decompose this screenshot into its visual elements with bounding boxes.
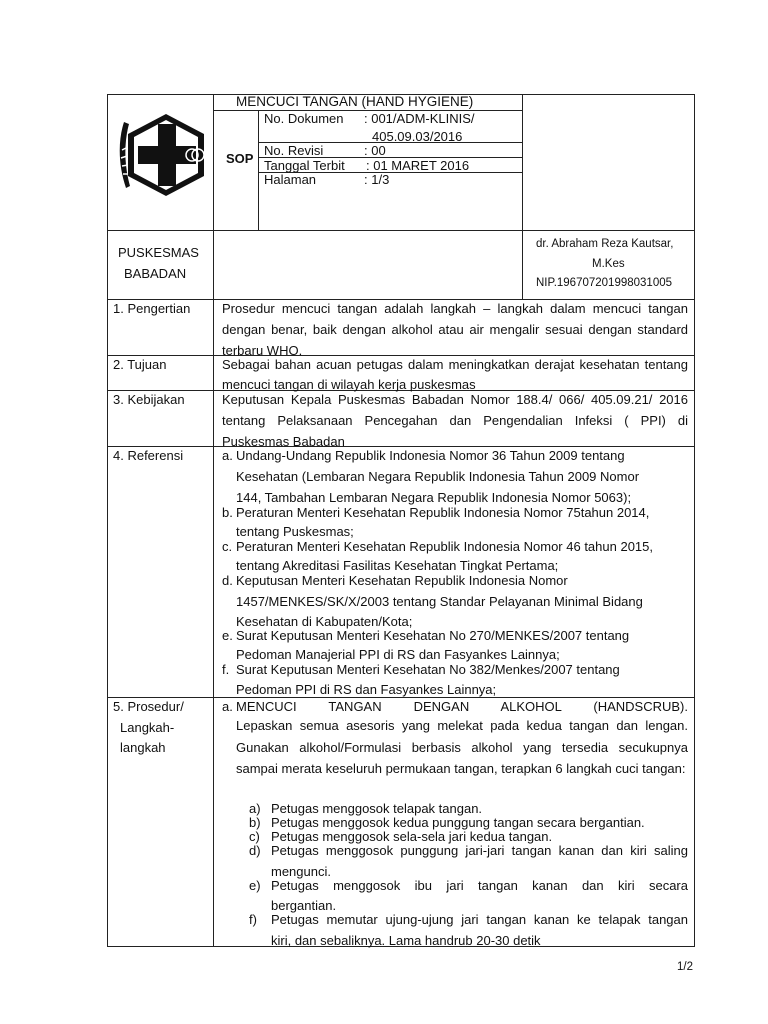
reference-line: tentang Akreditasi Fasilitas Kesehatan Tingkat Pertama; bbox=[236, 558, 559, 573]
section-label-referensi: 4. Referensi bbox=[113, 448, 184, 463]
reference-line: Pedoman Manajerial PPI di RS dan Fasyankes Lainnya; bbox=[236, 647, 560, 662]
page-count-label: Halaman bbox=[264, 172, 317, 187]
page-count-value: : 1/3 bbox=[364, 172, 390, 187]
signatory-name: dr. Abraham Reza Kautsar, bbox=[536, 238, 674, 250]
reference-marker: b. bbox=[222, 505, 233, 520]
step-text: Petugas menggosok ibu jari tangan kanan dan kiri secara bbox=[271, 878, 688, 893]
table-border-left bbox=[107, 94, 108, 946]
table-border-right bbox=[694, 94, 695, 946]
procedure-paragraph: Lepaskan semua asesoris yang melekat pada kedua tangan dan lengan. Gunakan alkohol/Formulasi berbasis alkohol yang tersedia secukupnya sampai merata keseluruh permukaan tangan, terapkan 6 langkah cuci tangan: bbox=[236, 718, 688, 776]
institution-line-2: BABADAN bbox=[124, 266, 187, 281]
reference-line: tentang Puskesmas; bbox=[236, 524, 354, 539]
institution-line-1: PUSKESMAS bbox=[118, 245, 199, 260]
step-text: Petugas menggosok sela-sela jari kedua tangan. bbox=[271, 829, 553, 844]
step-text: Petugas menggosok punggung jari-jari tangan kanan dan kiri saling bbox=[271, 843, 688, 858]
inst-divider-1 bbox=[213, 230, 214, 300]
step-text-continued: kiri, dan sebaliknya. Lama handrub 20-30 detik bbox=[271, 933, 541, 948]
issue-date-label: Tanggal Terbit bbox=[264, 158, 345, 173]
step-text: Petugas menggosok kedua punggung tangan secara bergantian. bbox=[271, 815, 645, 830]
section-label-kebijakan: 3. Kebijakan bbox=[113, 392, 185, 407]
row-rule-header bbox=[107, 230, 695, 231]
doc-number-value: : 001/ADM-KLINIS/ bbox=[364, 111, 475, 126]
section-text-pengertian: Prosedur mencuci tangan adalah langkah – langkah dalam mencuci tangan dengan benar, baik dengan alkohol atau air mengalir sesuai dengan standard terbaru WHO. bbox=[222, 301, 688, 358]
revision-label: No. Revisi bbox=[264, 143, 324, 158]
section-text-tujuan: Sebagai bahan acuan petugas dalam meningkatkan derajat kesehatan tentang mencuci tangan di wilayah kerja puskesmas bbox=[222, 357, 688, 392]
reference-marker: f. bbox=[222, 662, 230, 677]
reference-marker: e. bbox=[222, 628, 233, 643]
step-text: Petugas memutar ujung-ujung jari tangan kanan ke telapak tangan bbox=[271, 912, 688, 927]
doc-number-value-2: 405.09.03/2016 bbox=[372, 129, 463, 144]
step-marker: c) bbox=[249, 829, 260, 844]
step-marker: d) bbox=[249, 843, 261, 858]
procedure-heading: MENCUCI TANGAN DENGAN ALKOHOL (HANDSCRUB). bbox=[236, 699, 688, 714]
page-number: 1/2 bbox=[677, 961, 693, 973]
reference-line: Keputusan Menteri Kesehatan Republik Indonesia Nomor bbox=[236, 573, 568, 588]
reference-line: Undang-Undang Republik Indonesia Nomor 36 Tahun 2009 tentang bbox=[236, 448, 625, 463]
doc-number-label: No. Dokumen bbox=[264, 111, 344, 126]
issue-date-value: : 01 MARET 2016 bbox=[366, 158, 470, 173]
section-label-tujuan: 2. Tujuan bbox=[113, 357, 167, 372]
puskesmas-logo bbox=[116, 110, 216, 200]
reference-line: Surat Keputusan Menteri Kesehatan No 270/MENKES/2007 tentang bbox=[236, 628, 630, 643]
reference-line: 144, Tambahan Lembaran Negara Republik Indonesia Nomor 5063); bbox=[236, 490, 632, 505]
signatory-nip: NIP.196707201998031005 bbox=[536, 277, 673, 289]
reference-marker: c. bbox=[222, 539, 233, 554]
step-marker: f) bbox=[249, 912, 257, 927]
step-text-continued: mengunci. bbox=[271, 864, 331, 879]
section-label-prosedur-2: Langkah- bbox=[120, 720, 175, 735]
section-label-pengertian: 1. Pengertian bbox=[113, 301, 191, 316]
step-marker: b) bbox=[249, 815, 261, 830]
step-marker: a) bbox=[249, 801, 261, 816]
header-divider-info bbox=[258, 110, 259, 230]
reference-line: Peraturan Menteri Kesehatan Republik Indonesia Nomor 46 tahun 2015, bbox=[236, 539, 653, 554]
step-marker: e) bbox=[249, 878, 261, 893]
section-label-prosedur: 5. Prosedur/ bbox=[113, 699, 184, 714]
row-rule-4 bbox=[107, 697, 695, 698]
header-divider-right bbox=[522, 94, 523, 230]
reference-line: Pedoman PPI di RS dan Fasyankes Lainnya; bbox=[236, 682, 497, 697]
signatory-title: M.Kes bbox=[592, 258, 625, 270]
reference-line: Surat Keputusan Menteri Kesehatan No 382/Menkes/2007 tentang bbox=[236, 662, 620, 677]
label-column-divider bbox=[213, 299, 214, 946]
step-text: Petugas menggosok telapak tangan. bbox=[271, 801, 483, 816]
reference-marker: a. bbox=[222, 448, 233, 463]
reference-line: Peraturan Menteri Kesehatan Republik Indonesia Nomor 75tahun 2014, bbox=[236, 505, 650, 520]
section-label-prosedur-3: langkah bbox=[120, 740, 166, 755]
section-text-kebijakan: Keputusan Kepala Puskesmas Babadan Nomor 188.4/ 066/ 405.09.21/ 2016 tentang Pelaksanaan Pencegahan dan Pengendalian Infeksi ( PPI) di Puskesmas Babadan bbox=[222, 392, 688, 449]
reference-line: Kesehatan (Lembaran Negara Republik Indonesia Tahun 2009 Nomor bbox=[236, 469, 640, 484]
revision-value: : 00 bbox=[364, 143, 386, 158]
reference-line: Kesehatan di Kabupaten/Kota; bbox=[236, 614, 413, 629]
reference-marker: d. bbox=[222, 573, 233, 588]
step-text-continued: bergantian. bbox=[271, 898, 337, 913]
inst-divider-2 bbox=[522, 230, 523, 300]
procedure-heading-marker: a. bbox=[222, 699, 233, 714]
sop-label: SOP bbox=[226, 151, 254, 166]
reference-line: 1457/MENKES/SK/X/2003 tentang Standar Pelayanan Minimal Bidang bbox=[236, 594, 643, 609]
document-title: MENCUCI TANGAN (HAND HYGIENE) bbox=[236, 94, 474, 109]
